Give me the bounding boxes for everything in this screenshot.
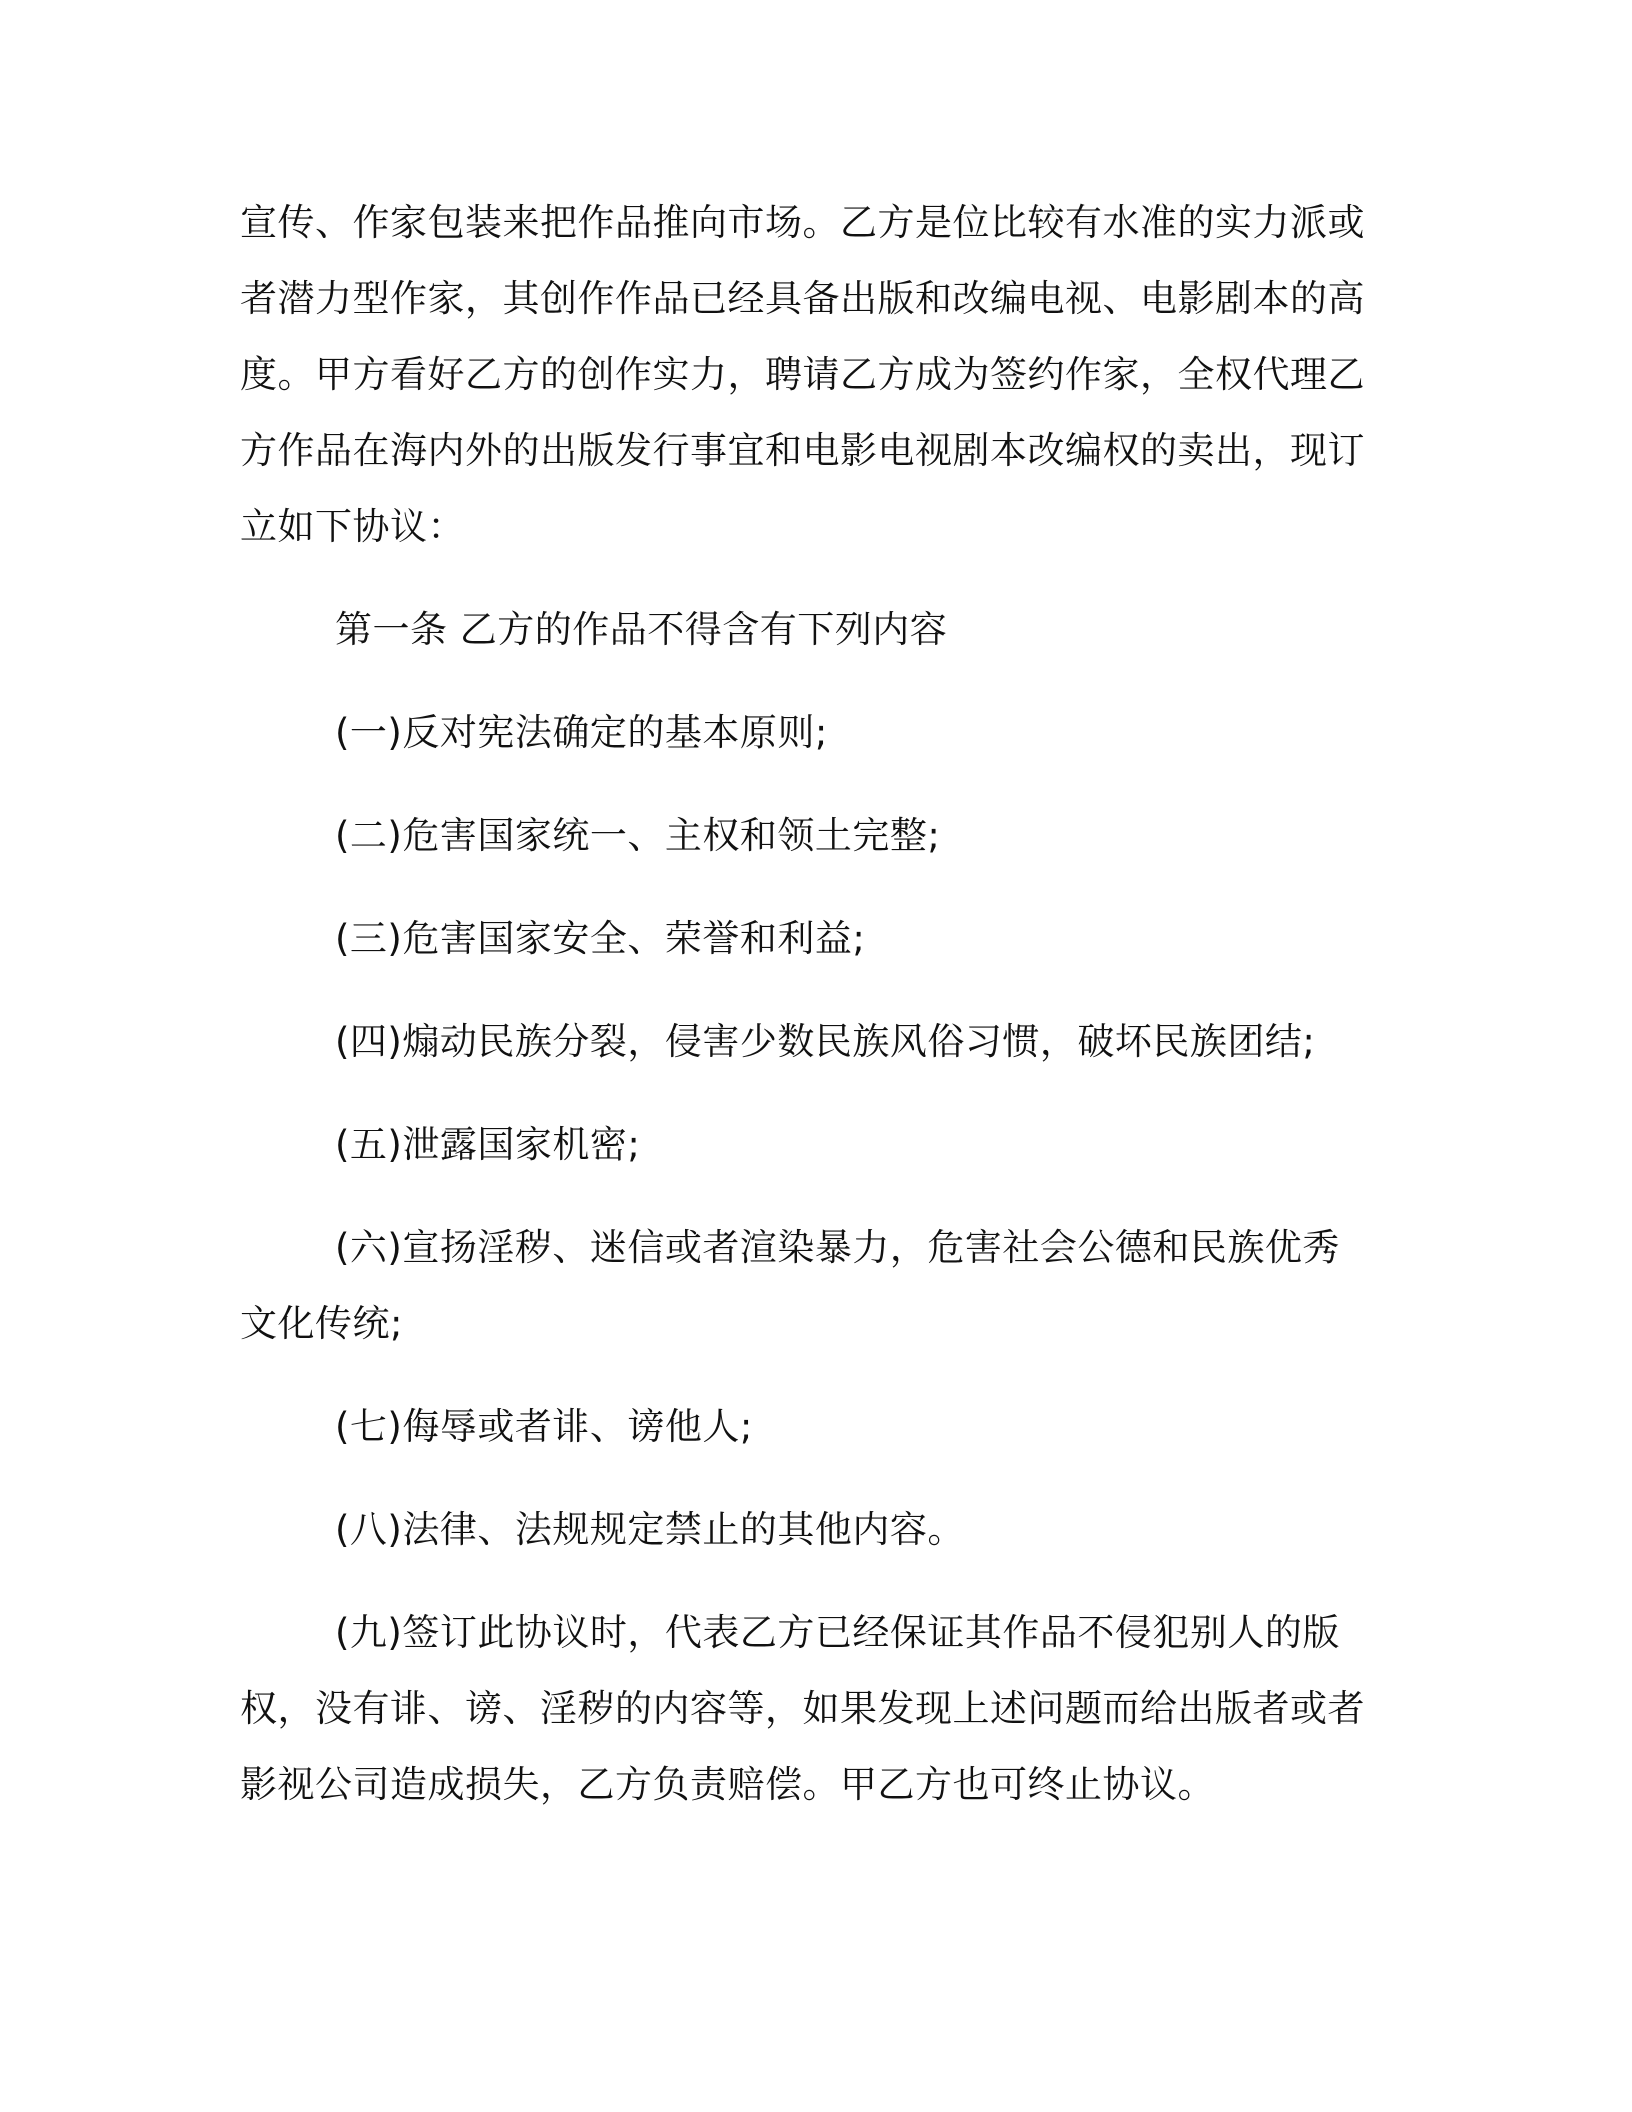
article-one-title: 第一条 乙方的作品不得含有下列内容 — [335, 608, 948, 651]
list-item: (一)反对宪法确定的基本原则; — [335, 711, 828, 754]
intro-paragraph — [240, 185, 1370, 565]
intro-line: 度。甲方看好乙方的创作实力，聘请乙方成为签约作家，全权代理乙 — [240, 353, 1365, 396]
list-item: (九)签订此协议时，代表乙方已经保证其作品不侵犯别人的版权，没有诽、谤、淫秽的内容等，如果发现上述问题而给出版者或者影视公司造成损失，乙方负责赔偿。甲乙方也可终止协议。 — [240, 1611, 1365, 1806]
list-item: (四)煽动民族分裂，侵害少数民族风俗习惯，破坏民族团结; — [335, 1020, 1316, 1063]
document-body — [240, 185, 1370, 1823]
list-item: (二)危害国家统一、主权和领土完整; — [335, 814, 941, 857]
intro-line: 者潜力型作家，其创作作品已经具备出版和改编电视、电影剧本的高 — [240, 277, 1365, 320]
intro-line: 方作品在海内外的出版发行事宜和电影电视剧本改编权的卖出，现订 — [240, 429, 1365, 472]
list-item: (七)侮辱或者诽、谤他人; — [335, 1405, 753, 1448]
intro-line: 宣传、作家包装来把作品推向市场。乙方是位比较有水准的实力派或 — [240, 201, 1365, 244]
list-item: (八)法律、法规规定禁止的其他内容。 — [335, 1508, 965, 1551]
intro-line: 立如下协议： — [240, 505, 465, 548]
list-item: (五)泄露国家机密; — [335, 1123, 641, 1166]
list-item: (三)危害国家安全、荣誉和利益; — [335, 917, 866, 960]
list-item: (六)宣扬淫秽、迷信或者渲染暴力，危害社会公德和民族优秀文化传统; — [240, 1226, 1340, 1345]
